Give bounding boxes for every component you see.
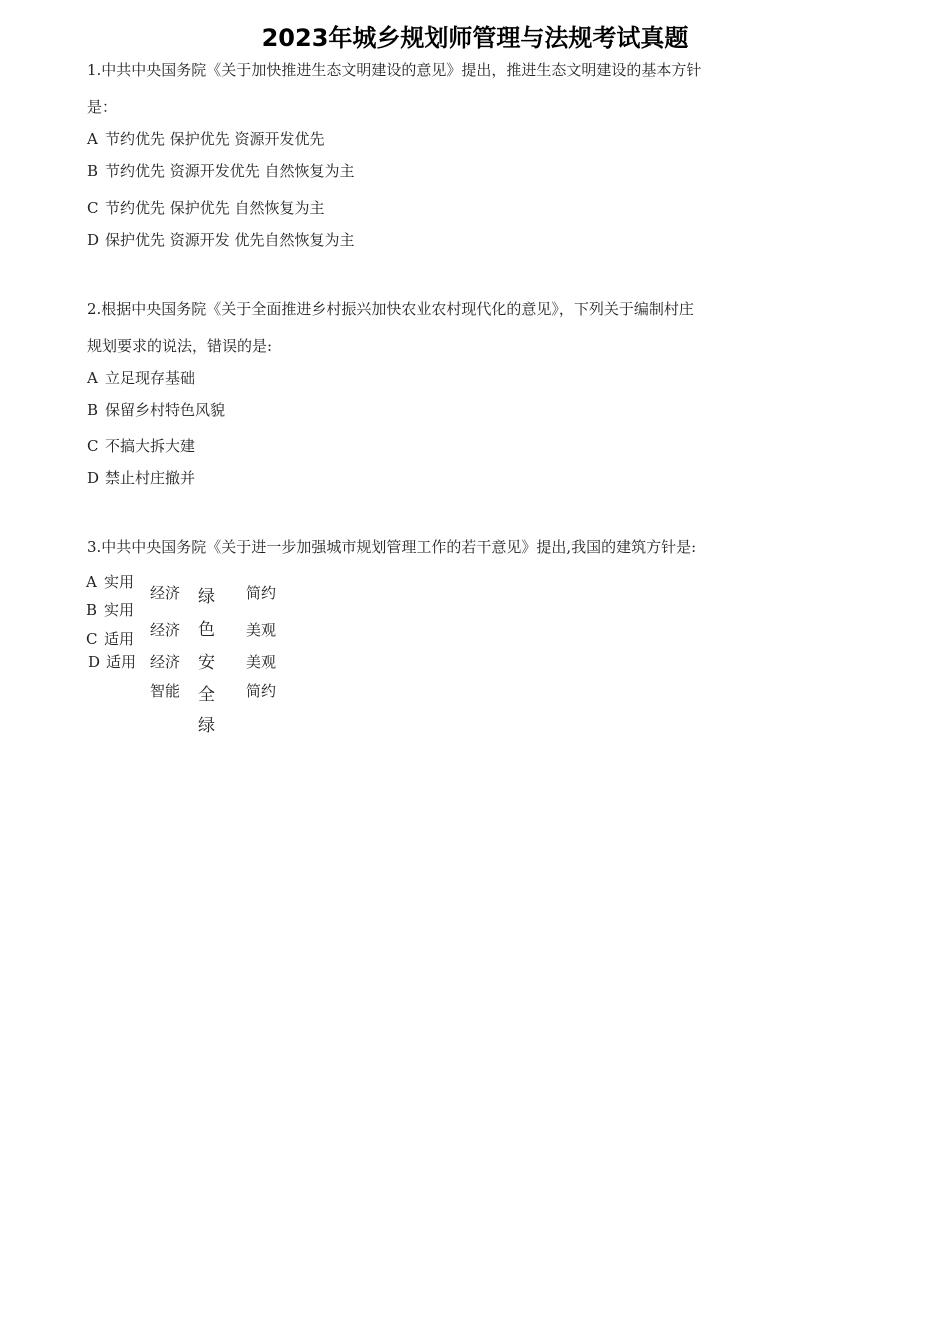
q3-col3-clipped-char: 绿	[198, 716, 215, 736]
option-letter: C	[87, 437, 99, 455]
option-text: 适用	[106, 653, 137, 671]
option-text: 节约优先 资源开发优先 自然恢复为主	[105, 162, 355, 180]
q3-col4-row2: 美观	[246, 621, 277, 639]
q3-col4-row1: 简约	[246, 584, 277, 602]
q2-stem-line2: 规划要求的说法，错误的是:	[87, 337, 273, 355]
q3-col3-row3: 安	[198, 653, 215, 673]
q3-col2-row3: 经济	[150, 653, 181, 671]
q1-option-c	[87, 197, 325, 219]
option-letter: A	[87, 369, 98, 387]
q3-col3-row4: 全	[198, 685, 215, 705]
q2-option-d	[87, 467, 195, 489]
option-text: 实用	[104, 601, 135, 619]
option-letter: A	[86, 573, 97, 591]
q2-option-b	[87, 399, 225, 421]
option-text: 适用	[104, 630, 135, 648]
option-letter: C	[87, 199, 99, 217]
q3-col3-row2: 色	[198, 620, 215, 640]
option-text: 不搞大拆大建	[105, 437, 196, 455]
q3-col1-row-c	[86, 628, 134, 650]
document-title: 2023年城乡规划师管理与法规考试真题	[261, 24, 689, 52]
q3-col1-row-b	[86, 599, 134, 621]
q3-col4-row4: 简约	[246, 682, 277, 700]
q3-col1-row-d	[88, 651, 136, 673]
option-text: 立足现存基础	[105, 369, 196, 387]
option-letter: B	[87, 162, 99, 180]
option-letter: D	[88, 653, 101, 671]
option-text: 节约优先 保护优先 资源开发优先	[105, 130, 325, 148]
q3-col3-row1: 绿	[198, 587, 215, 607]
q1-option-d	[87, 229, 355, 251]
q1-stem-line2: 是：	[87, 98, 118, 116]
option-text: 保留乡村特色风貌	[105, 401, 226, 419]
q1-stem-line1: 1.中共中央国务院《关于加快推进生态文明建设的意见》提出，推进生态文明建设的基本方针	[87, 61, 702, 79]
option-text: 禁止村庄撤并	[105, 469, 196, 487]
q3-col2-row2: 经济	[150, 621, 181, 639]
q3-col1-row-a	[86, 571, 134, 593]
option-letter: B	[86, 601, 98, 619]
q3-col3-clipped-char-wrapper	[198, 714, 218, 736]
q3-col2-row4: 智能	[150, 682, 181, 700]
option-letter: A	[87, 130, 98, 148]
option-text: 保护优先 资源开发 优先自然恢复为主	[105, 231, 355, 249]
q3-col2-row1: 经济	[150, 584, 181, 602]
q2-stem-line1: 2.根据中央国务院《关于全面推进乡村振兴加快农业农村现代化的意见》，下列关于编制村庄	[87, 300, 694, 318]
q2-option-c	[87, 435, 195, 457]
option-text: 节约优先 保护优先 自然恢复为主	[105, 199, 325, 217]
option-letter: C	[86, 630, 98, 648]
option-letter: D	[87, 469, 100, 487]
option-letter: D	[87, 231, 100, 249]
q1-option-a	[87, 128, 325, 150]
q2-option-a	[87, 367, 195, 389]
option-text: 实用	[104, 573, 135, 591]
q3-stem-line1: 3.中共中央国务院《关于进一步加强城市规划管理工作的若干意见》提出,我国的建筑方针是:	[87, 538, 697, 556]
q1-option-b	[87, 160, 355, 182]
option-letter: B	[87, 401, 99, 419]
q3-col4-row3: 美观	[246, 653, 277, 671]
